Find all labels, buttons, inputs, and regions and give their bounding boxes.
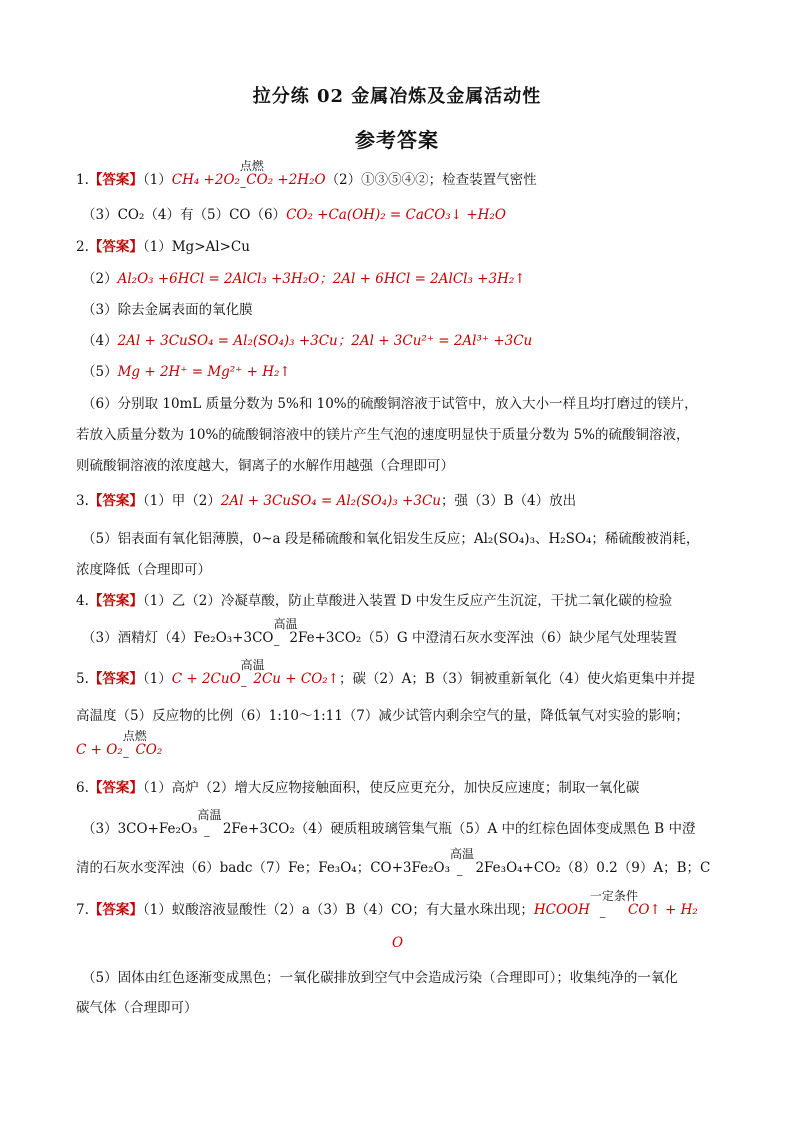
answer-tag: 【答案】	[88, 593, 143, 609]
q5-condition: 高温 $_‒$	[241, 669, 254, 691]
q1-line1	[76, 159, 537, 193]
q5-equation-left: C + 2CuO	[171, 671, 241, 687]
q5-equation-right: 2Cu + CO₂↑	[253, 671, 340, 687]
q3-rest: ；强（3）B（4）放出	[440, 493, 577, 509]
q4-condition-text: 高温	[273, 617, 298, 631]
q5-line1	[76, 658, 695, 692]
q7-equation-left: HCOOH	[533, 902, 590, 918]
q6-line3-pre: 清的石灰水变浑浊（6）badc（7）Fe；Fe₃O₄；CO+3Fe₂O₃	[76, 860, 451, 876]
q1-equation-left: CH₄ +2O₂	[171, 172, 240, 188]
q5-line2: 高温度（5）反应物的比例（6）1:10～1:11（7）减少试管内剩余空气的量，降低氧气对实验的影响；	[76, 708, 689, 724]
q5-rest: ；碳（2）A；B（3）铜被重新氧化（4）使火焰更集中并提	[339, 671, 695, 687]
q6-post: 2Fe+3CO₂（4）硬质粗玻璃管集气瓶（5）A 中的红棕色固体变成黑色 B 中澄	[222, 821, 696, 837]
q1-line2	[82, 205, 506, 225]
q6-line1-text: （1）高炉（2）增大反应物接触面积，使反应更充分，加快反应速度；制取一氧化碳	[142, 780, 640, 796]
q1-number: 1.	[76, 172, 89, 188]
page-subtitle: 参考答案	[355, 128, 439, 152]
q7-line2	[392, 933, 403, 953]
q3-line3: 浓度降低（合理即可）	[76, 562, 211, 578]
q2-line1-text: （1）Mg>Al>Cu	[142, 239, 250, 255]
q2-equation-3: Mg + 2H⁺ = Mg²⁺ + H₂↑	[117, 364, 291, 380]
q2-equation-2: 2Al + 3CuSO₄ = Al₂(SO₄)₃ +3Cu；2Al + 3Cu²⁺ = 2Al³⁺ +3Cu	[117, 333, 533, 349]
answer-tag: 【答案】	[88, 902, 143, 918]
q4-line1	[76, 591, 672, 611]
q6-condition2: 高温 $_‒$	[450, 858, 475, 880]
q4-post: 2Fe+3CO₂（5）G 中澄清石灰水变浑浊（6）缺少尾气处理装置	[289, 630, 678, 646]
q4-number: 4.	[76, 593, 89, 609]
q7-line3: （5）固体由红色逐渐变成黑色；一氧化碳排放到空气中会造成污染（合理即可）；收集纯净的一氧化	[82, 970, 678, 986]
q2-line2	[82, 269, 526, 289]
q3-line2: （5）铝表面有氧化铝薄膜，0~a 段是稀硫酸和氧化铝发生反应；Al₂(SO₄)₃、H₂SO₄；稀硫酸被消耗，	[82, 531, 700, 547]
q2-line4	[82, 331, 532, 351]
q2-part5-label: （5）	[82, 364, 118, 380]
answer-tag: 【答案】	[88, 493, 143, 509]
q5-condition2-text: 点燃	[122, 729, 147, 743]
q1-equation-right: CO₂ +2H₂O	[246, 172, 326, 188]
q2-line1	[76, 237, 250, 257]
q7-number: 7.	[76, 902, 89, 918]
answer-tag: 【答案】	[88, 239, 143, 255]
answer-tag: 【答案】	[88, 780, 143, 796]
q5-condition2: 点燃 $_‒$	[123, 740, 136, 762]
q6-condition2-text: 高温	[450, 847, 475, 861]
q4-condition: 高温 $_‒$	[274, 628, 290, 650]
q7-equation-right: CO↑ + H₂	[628, 902, 698, 918]
q6-line1	[76, 778, 639, 798]
q2-part2-label: （2）	[82, 271, 118, 287]
answer-tag: 【答案】	[88, 671, 143, 687]
q2-line6: （6）分别取 10mL 质量分数为 5%和 10%的硫酸铜溶液于试管中，放入大小一样且均打磨过的镁片，	[82, 396, 698, 412]
q5-pre: （1）	[142, 671, 172, 687]
q4-line1-text: （1）乙（2）冷凝草酸，防止草酸进入装置 D 中发生反应产生沉淀，干扰二氧化碳的检验	[142, 593, 673, 609]
q5-equation2-right: CO₂	[135, 742, 163, 758]
q6-pre: （3）3CO+Fe₂O₃	[82, 821, 198, 837]
q6-line3	[76, 847, 711, 881]
q2-line5	[82, 362, 291, 382]
q2-line8: 则硫酸铜溶液的浓度越大，铜离子的水解作用越强（合理即可）	[76, 458, 454, 474]
q2-equation-1: Al₂O₃ +6HCl = 2AlCl₃ +3H₂O；2Al + 6HCl = 2AlCl₃ +3H₂↑	[117, 271, 526, 287]
q1-equation2: CO₂ +Ca(OH)₂ = CaCO₃↓ +H₂O	[286, 207, 506, 223]
q1-rest: （2）①③⑤④②；检查装置气密性	[325, 172, 537, 188]
q5-number: 5.	[76, 671, 89, 687]
answer-tag: 【答案】	[88, 172, 143, 188]
page-title: 拉分练 02 金属冶炼及金属活动性	[252, 86, 542, 107]
q7-condition-text: 一定条件	[589, 889, 638, 903]
q3-pre: （1）甲（2）	[142, 493, 221, 509]
q6-line2	[82, 808, 696, 842]
q6-number: 6.	[76, 780, 89, 796]
q1-condition: 点燃 $_‒$	[240, 170, 246, 192]
q6-condition: 高温 $_‒$	[197, 819, 222, 841]
q2-number: 2.	[76, 239, 89, 255]
q1-condition-text: 点燃	[239, 159, 264, 173]
q7-line4: 碳气体（合理即可）	[76, 1000, 198, 1016]
q5-condition-text: 高温	[240, 658, 265, 672]
q6-condition-text: 高温	[197, 808, 222, 822]
q5-line3	[76, 729, 163, 763]
q1-line2-text: （3）CO₂（4）有（5）CO（6）	[82, 207, 287, 223]
q7-equation-tail: O	[392, 935, 404, 951]
q2-line3: （3）除去金属表面的氧化膜	[82, 302, 253, 318]
q2-line7: 若放入质量分数为 10%的硫酸铜溶液中的镁片产生气泡的速度明显快于质量分数为 5%的硫酸铜溶液，	[76, 427, 690, 443]
q5-equation2-left: C + O₂	[76, 742, 123, 758]
q7-condition: 一定条件 $_‒$	[590, 900, 628, 922]
q3-equation: 2Al + 3CuSO₄ = Al₂(SO₄)₃ +3Cu	[220, 493, 441, 509]
q3-line1	[76, 491, 576, 511]
q4-line2	[82, 617, 678, 651]
q1-part1-label: （1）	[142, 172, 172, 188]
q3-number: 3.	[76, 493, 89, 509]
q4-pre: （3）酒精灯（4）Fe₂O₃+3CO	[82, 630, 274, 646]
q7-line1-text: （1）蚁酸溶液显酸性（2）a（3）B（4）CO；有大量水珠出现；	[142, 902, 534, 918]
q6-line3-post: 2Fe₃O₄+CO₂（8）0.2（9）A；B；C	[475, 860, 711, 876]
q2-part4-label: （4）	[82, 333, 118, 349]
q7-line1	[76, 889, 698, 923]
